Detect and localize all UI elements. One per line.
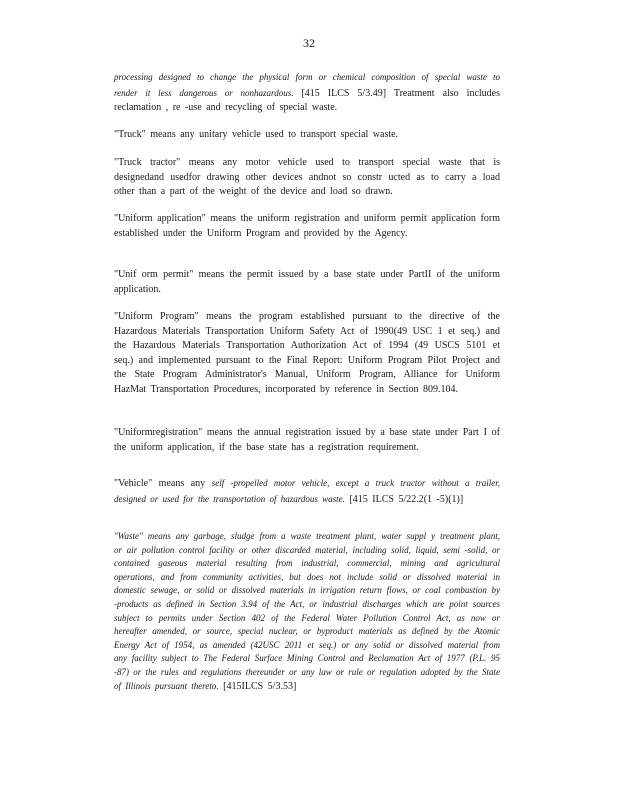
definition-uniform-permit: "Unif orm permit" means the permit issued by a base state under PartII of the uniform application.: [114, 269, 500, 295]
page-number: 32: [303, 36, 315, 50]
definition-waste: [114, 530, 500, 693]
paragraph-treatment-continued: [114, 70, 500, 116]
citation-text: [415 ILCS 5/22.2(1 -5)(1)]: [349, 493, 464, 505]
definition-uniform-program: "Uniform Program" means the program established pursuant to the directive of the Hazardous Materials Transportation Uniform Safety Act of 1990(49 USC 1 et seq.) and the Hazardous Materials Transportation Authorization Act of 1994 (49 USCS 5101 et seq.) and implemented pursuant to the Final Report: Uniform Program Pilot Project and the State Program Administrator's Manual, Uniform Program, Alliance for Uniform HazMat Transportation Procedures, incorporated by reference in Section 809.104.: [114, 311, 500, 395]
definition-vehicle: [114, 476, 500, 507]
statutory-text: processing designed to change the physical form or chemical composition of special waste to render it less dangerous or nonhazardous.: [114, 72, 500, 98]
definition-uniform-registration: "Uniformregistration" means the annual registration issued by a base state under Part I of the uniform application, if the base state has a registration requirement.: [114, 427, 500, 453]
citation-text: [415 ILCS 5/3.49] Treatment also includes reclamation , re -use and recycling of special waste.: [114, 87, 500, 113]
statutory-text: "Waste" means any garbage, sludge from a waste treatment plant, water suppl y treatment plant, or air pollution control facility or other discarded material, including solid, liquid, semi -solid, or contained gaseous material resulting from industrial, commercial, mining and agricultural operations, and from community activities, but does not include solid or dissolved material in domestic sewage, or solid or dissolved materials in irrigation return flows, or coal combustion by -products as defined in Section 3.94 of the Act, or industrial discharges which are point sources subject to permits under Section 402 of the Federal Water Pollution Control Act, as now or hereafter amended, or source, special nuclear, or byproduct materials as defined by the Atomic Energy Act of 1954, as amended (42USC 2011 et seq.) or any solid or dissolved material from any facility subject to The Federal Surface Mining Control and Reclamation Act of 1977 (P.L. 95 -87) or the rules and regulations thereunder or any law or rule or regulation adopted by the State of Illinois pursuant thereto.: [114, 531, 500, 691]
definition-term: "Vehicle" means any: [114, 478, 206, 489]
citation-text: [415ILCS 5/3.53]: [223, 680, 297, 692]
statutory-text: self -propelled motor vehicle, except a truck tractor without a trailer, designed or used for the transportation of hazardous waste.: [114, 478, 500, 504]
definition-truck: "Truck" means any unitary vehicle used to transport special waste.: [114, 129, 399, 140]
definition-truck-tractor: "Truck tractor" means any motor vehicle used to transport special waste that is designedand usedfor drawing other devices andnot so constr ucted as to carry a load other than a part of the weight of the device and load so drawn.: [114, 157, 500, 197]
definition-uniform-application: "Uniform application" means the uniform registration and uniform permit application form established under the Uniform Program and provided by the Agency.: [114, 213, 500, 239]
